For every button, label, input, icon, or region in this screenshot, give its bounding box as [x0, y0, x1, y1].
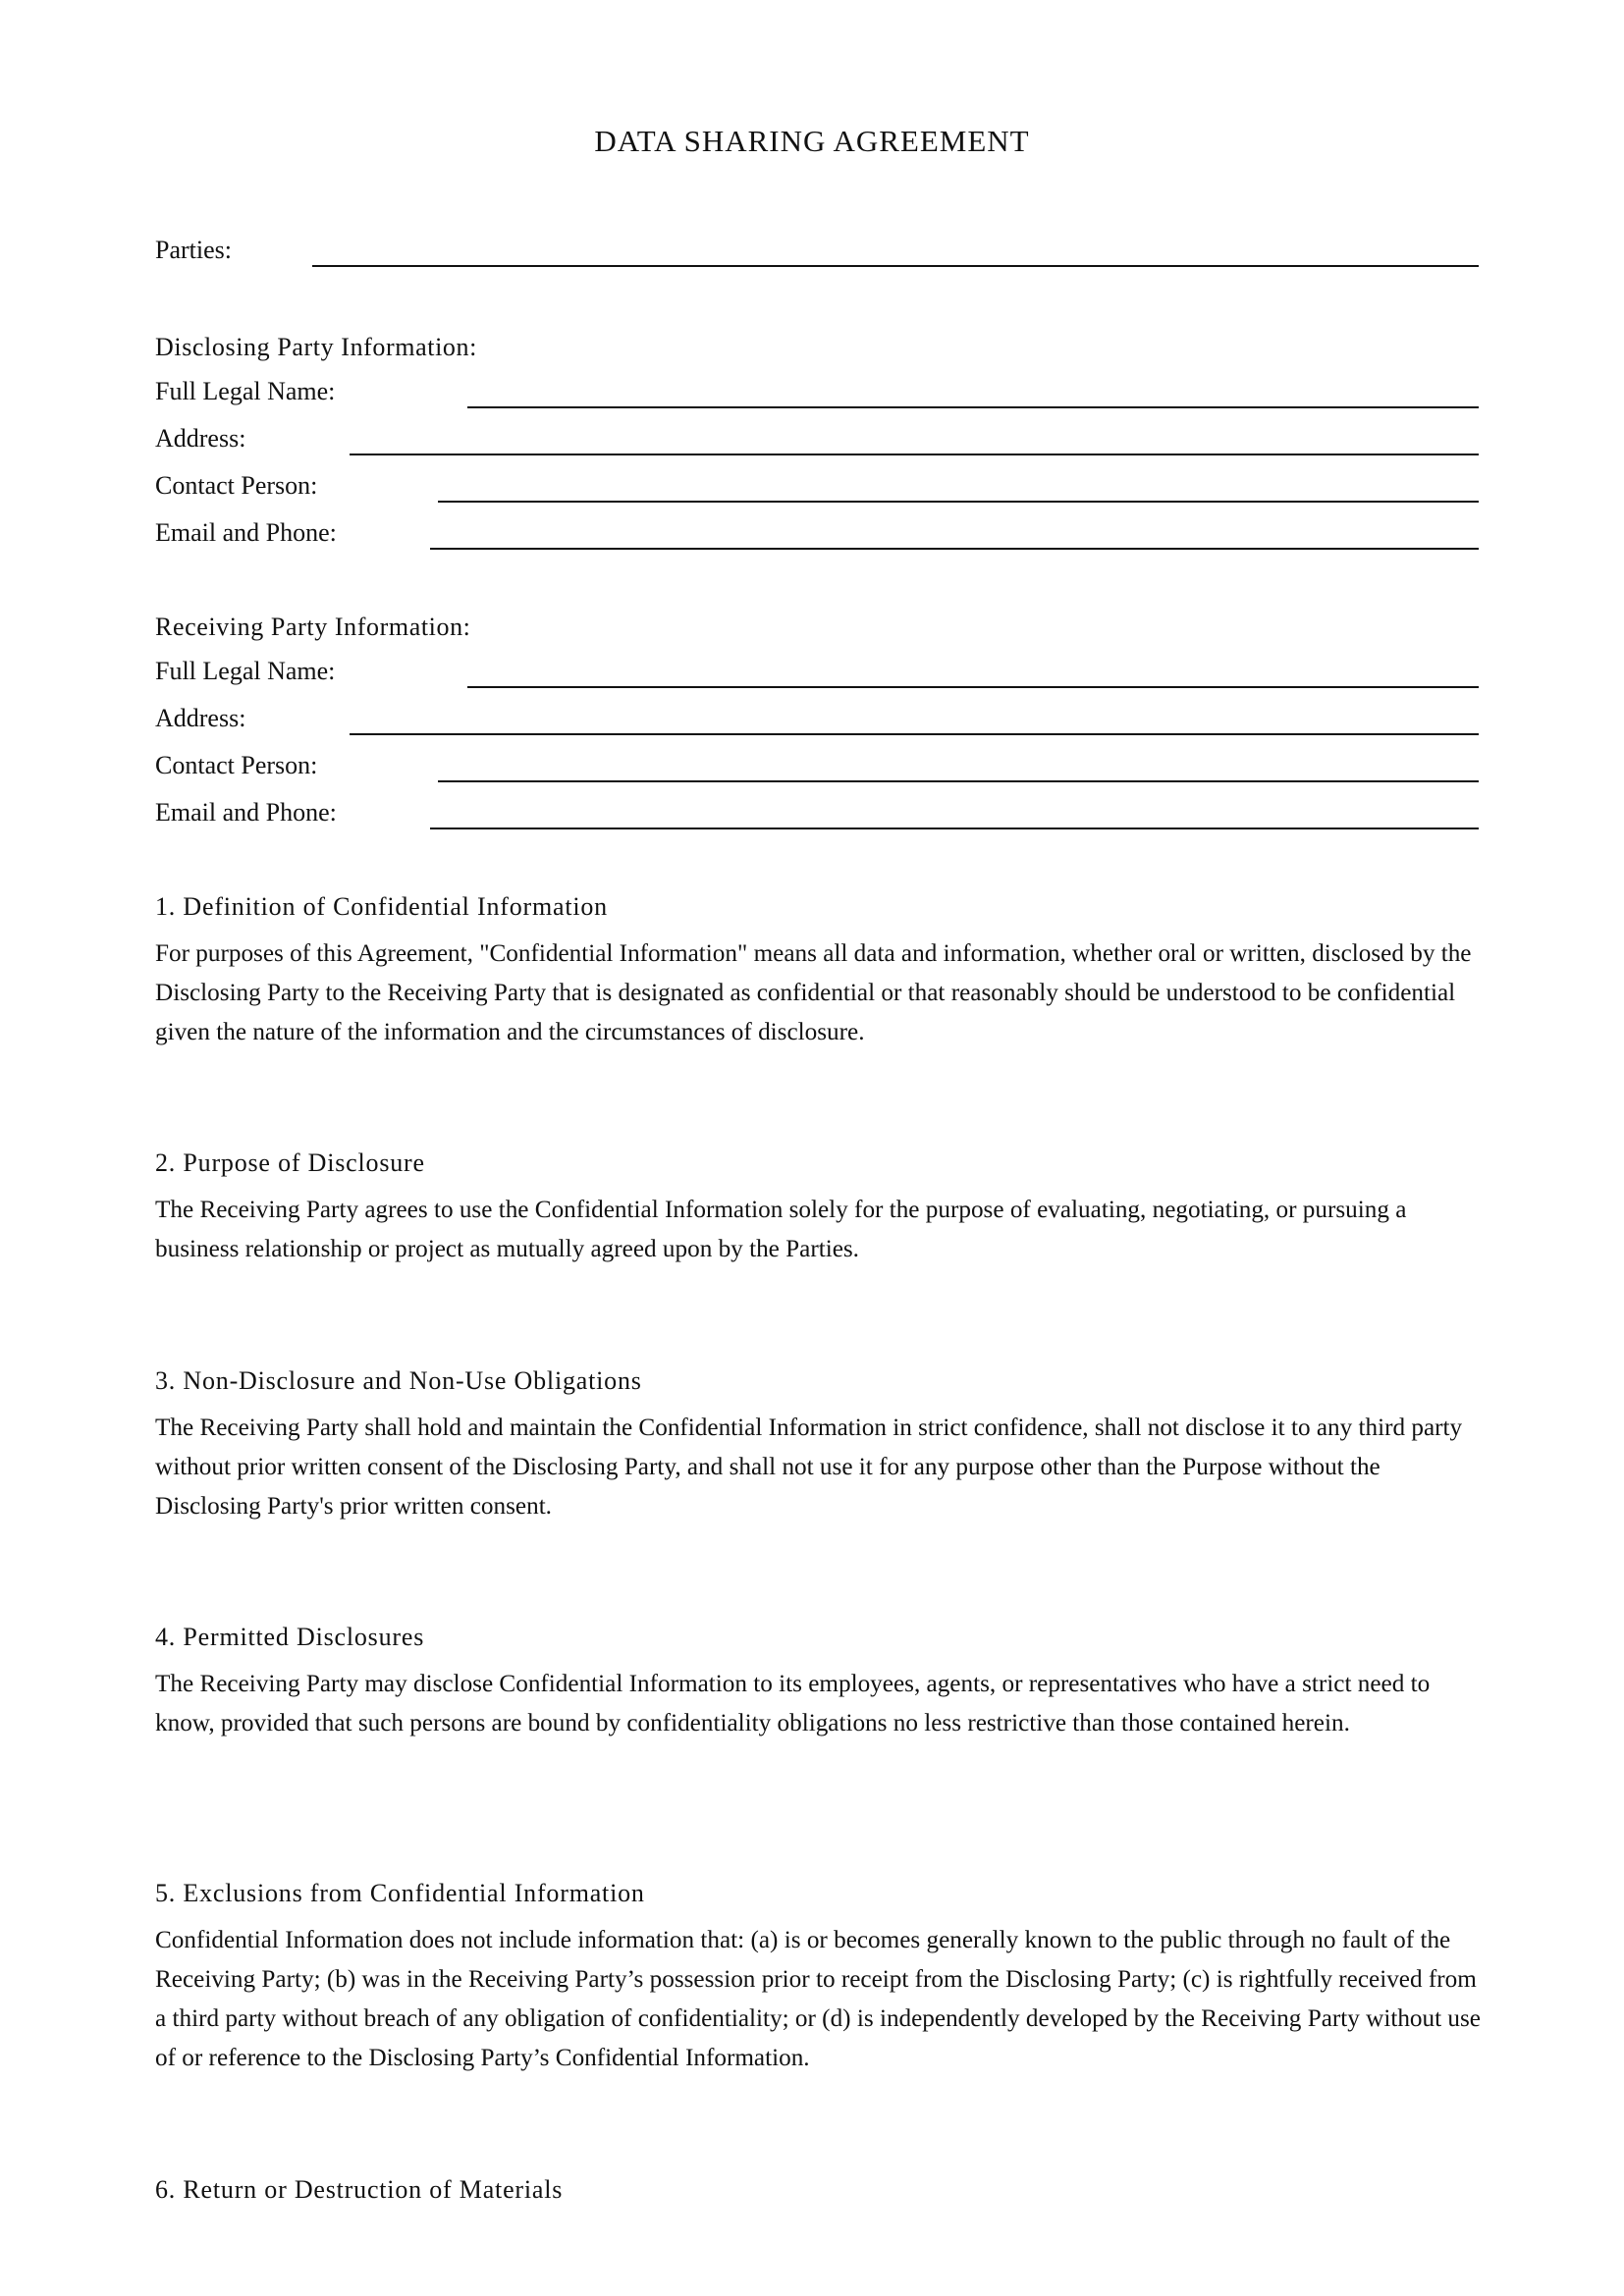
document-title: DATA SHARING AGREEMENT — [594, 124, 1030, 158]
section-3-body: The Receiving Party shall hold and maintain the Confidential Information in strict confidence, shall not disclose it to any third party without prior written consent of the Disclosing Party, and shall not use it for any purpose other than the Purpose without the Disclosing Party's prior written consent. — [155, 1415, 1463, 1520]
receiving-email-phone-row — [155, 796, 1479, 835]
receiving-contact-person-blank-line[interactable] — [438, 780, 1479, 782]
disclosing-email-phone-blank-line[interactable] — [430, 548, 1479, 550]
parties-blank-line[interactable] — [312, 265, 1479, 267]
receiving-contact-person-row — [155, 749, 1479, 788]
receiving-contact-person-label: Contact Person: — [155, 751, 318, 779]
disclosing-contact-person-blank-line[interactable] — [438, 501, 1479, 503]
parties-label: Parties: — [155, 236, 232, 264]
disclosing-contact-person-label: Contact Person: — [155, 471, 318, 500]
receiving-address-label: Address: — [155, 704, 246, 732]
receiving-address-row — [155, 702, 1479, 741]
disclosing-address-blank-line[interactable] — [350, 454, 1479, 455]
section-2-heading: 2. Purpose of Disclosure — [155, 1148, 425, 1177]
parties-row — [155, 234, 1479, 273]
disclosing-email-phone-row — [155, 516, 1479, 556]
section-6-heading: 6. Return or Destruction of Materials — [155, 2175, 564, 2204]
disclosing-full-legal-name-blank-line[interactable] — [467, 406, 1479, 408]
receiving-full-legal-name-row — [155, 655, 1479, 694]
section-1-heading: 1. Definition of Confidential Information — [155, 892, 608, 921]
receiving-party-heading: Receiving Party Information: — [155, 613, 471, 641]
disclosing-full-legal-name-label: Full Legal Name: — [155, 377, 336, 405]
receiving-full-legal-name-blank-line[interactable] — [467, 686, 1479, 688]
receiving-full-legal-name-label: Full Legal Name: — [155, 657, 336, 685]
receiving-email-phone-blank-line[interactable] — [430, 828, 1479, 829]
disclosing-full-legal-name-row — [155, 375, 1479, 414]
receiving-email-phone-label: Email and Phone: — [155, 798, 337, 827]
disclosing-contact-person-row — [155, 469, 1479, 508]
section-4-body: The Receiving Party may disclose Confidential Information to its employees, agents, or representatives who have a strict need to know, provided that such persons are bound by confidentiality obligations no less restrictive than those contained herein. — [155, 1671, 1431, 1736]
receiving-address-blank-line[interactable] — [350, 733, 1479, 735]
section-2-body: The Receiving Party agrees to use the Confidential Information solely for the purpose of evaluating, negotiating, or pursuing a business relationship or project as mutually agreed upon by the Parties. — [155, 1197, 1407, 1262]
section-5-heading: 5. Exclusions from Confidential Information — [155, 1879, 645, 1907]
section-1-body: For purposes of this Agreement, "Confidential Information" means all data and information, whether oral or written, disclosed by the Disclosing Party to the Receiving Party that is designated as confidential or that reasonably should be understood to be confidential given the nature of the information and the circumstances of disclosure. — [155, 940, 1472, 1045]
section-5-body: Confidential Information does not include information that: (a) is or becomes generally known to the public through no fault of the Receiving Party; (b) was in the Receiving Party’s possession prior to receipt from the Disclosing Party; (c) is rightfully received from a third party without breach of any obligation of confidentiality; or (d) is independently developed by the Receiving Party without use of or reference to the Disclosing Party’s Confidential Information. — [155, 1927, 1481, 2071]
section-3-heading: 3. Non-Disclosure and Non-Use Obligations — [155, 1366, 642, 1395]
section-4-heading: 4. Permitted Disclosures — [155, 1623, 425, 1651]
disclosing-email-phone-label: Email and Phone: — [155, 518, 337, 547]
disclosing-address-label: Address: — [155, 424, 246, 453]
disclosing-address-row — [155, 422, 1479, 461]
disclosing-party-heading: Disclosing Party Information: — [155, 333, 477, 361]
